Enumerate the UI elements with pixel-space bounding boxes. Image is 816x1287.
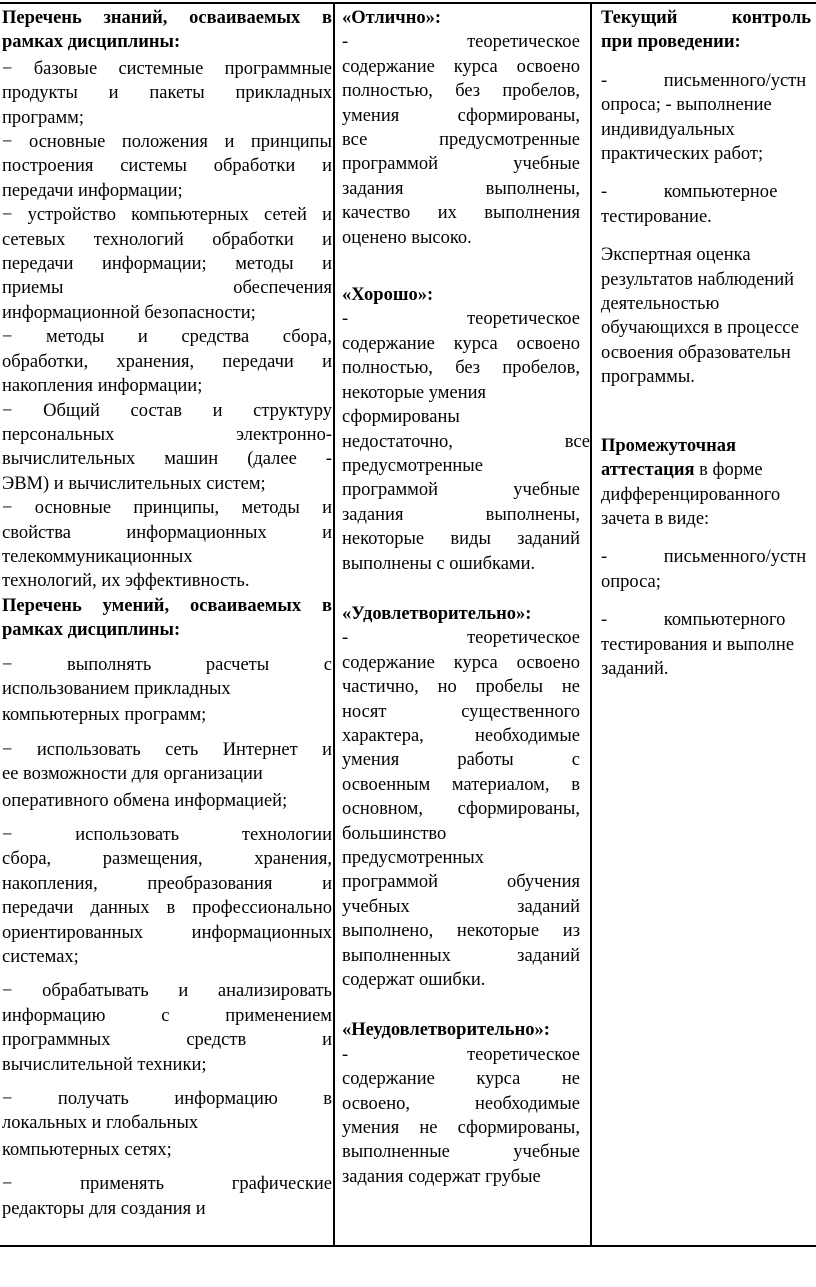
list-item: компьютерных программ; bbox=[2, 705, 207, 726]
criteria-line: некоторые виды заданий bbox=[342, 529, 580, 550]
list-item: построения системы обработки и bbox=[2, 156, 332, 177]
grade-heading-good: «Хорошо»: bbox=[342, 285, 434, 306]
list-item: − методы и средства сбора, bbox=[2, 327, 332, 348]
criteria-line: качество их выполнения bbox=[342, 203, 580, 224]
list-item: − использовать сеть Интернет и bbox=[2, 739, 332, 760]
list-item: ориентированных информационных bbox=[2, 922, 332, 943]
list-item: − выполнять расчеты с bbox=[2, 654, 332, 675]
criteria-line: содержание курса освоено bbox=[342, 56, 580, 77]
list-item: локальных и глобальных bbox=[2, 1113, 199, 1134]
criteria-line: - теоретическое bbox=[342, 1044, 580, 1065]
list-item: − базовые системные программные bbox=[2, 58, 332, 79]
criteria-line: задания содержат грубые bbox=[342, 1166, 541, 1187]
expert-assessment-text: освоения образовательн bbox=[601, 342, 791, 363]
list-item: - письменного/устн bbox=[601, 70, 807, 91]
current-control-heading: Текущий контроль bbox=[601, 8, 811, 28]
list-item: технологий, их эффективность. bbox=[2, 571, 250, 592]
criteria-line: умения работы с bbox=[342, 750, 580, 771]
skills-heading: Перечень умений, осваиваемых в bbox=[2, 595, 332, 616]
criteria-line: программой учебные bbox=[342, 154, 580, 175]
list-item: − обрабатывать и анализировать bbox=[2, 981, 332, 1002]
list-item: − применять графические bbox=[2, 1174, 332, 1195]
list-item: информационной безопасности; bbox=[2, 302, 256, 323]
list-item: обработки, хранения, передачи и bbox=[2, 351, 332, 372]
interim-attestation-line: дифференцированного bbox=[601, 484, 781, 505]
grade-heading-unsatisfactory: «Неудовлетворительно»: bbox=[342, 1020, 550, 1041]
expert-assessment-text: результатов наблюдений bbox=[601, 269, 795, 290]
knowledge-heading: рамках дисциплины: bbox=[2, 32, 181, 53]
interim-attestation-heading: Промежуточная bbox=[601, 435, 737, 456]
criteria-line: программой учебные bbox=[342, 480, 580, 501]
list-item: индивидуальных bbox=[601, 119, 735, 140]
list-item: − Общий состав и структуру bbox=[2, 400, 332, 421]
criteria-line: освоенным материалом, в bbox=[342, 774, 580, 795]
list-item: ее возможности для организации bbox=[2, 764, 263, 785]
criteria-line: основном, сформированы, bbox=[342, 799, 580, 820]
criteria-line: выполненных заданий bbox=[342, 945, 580, 966]
list-item: тестирования и выполне bbox=[601, 634, 795, 655]
list-item: − основные положения и принципы bbox=[2, 132, 332, 153]
list-item: вычислительных машин (далее - bbox=[2, 449, 332, 470]
list-item: программных средств и bbox=[2, 1030, 332, 1051]
column-grading-criteria bbox=[342, 6, 590, 1189]
criteria-line: содержание курса освоено bbox=[342, 333, 580, 354]
knowledge-heading: Перечень знаний, осваиваемых в bbox=[2, 8, 332, 28]
list-item: практических работ; bbox=[601, 144, 764, 165]
grade-heading-excellent: «Отлично»: bbox=[342, 8, 442, 28]
list-item: компьютерных сетях; bbox=[2, 1139, 172, 1160]
list-item: редакторы для создания и bbox=[2, 1198, 206, 1219]
expert-assessment-text: Экспертная оценка bbox=[601, 245, 751, 266]
criteria-line: сформированы bbox=[342, 407, 460, 428]
criteria-line: выполнено, некоторые из bbox=[342, 921, 580, 942]
expert-assessment-text: программы. bbox=[601, 367, 695, 388]
criteria-line: оценено высоко. bbox=[342, 227, 472, 248]
list-item: продукты и пакеты прикладных bbox=[2, 83, 332, 104]
grade-heading-satisfactory: «Удовлетворительно»: bbox=[342, 603, 532, 624]
list-item: − использовать технологии bbox=[2, 825, 332, 845]
criteria-line: некоторые умения bbox=[342, 382, 487, 403]
criteria-line: программой обучения bbox=[342, 872, 580, 893]
column-knowledge-skills bbox=[2, 6, 332, 1221]
criteria-line: частично, но пробелы не bbox=[342, 677, 580, 698]
criteria-line: - теоретическое bbox=[342, 628, 580, 649]
list-item: накопления, преобразования и bbox=[2, 873, 332, 894]
list-item: сетевых технологий обработки и bbox=[2, 229, 332, 250]
list-item: накопления информации; bbox=[2, 376, 203, 397]
criteria-line: полностью, без пробелов, bbox=[342, 81, 580, 102]
criteria-line: задания выполнены, bbox=[342, 178, 580, 199]
criteria-line: большинство bbox=[342, 823, 447, 844]
list-item: передачи информации; методы и bbox=[2, 254, 332, 275]
skills-heading: рамках дисциплины: bbox=[2, 620, 181, 641]
criteria-line: полностью, без пробелов, bbox=[342, 358, 580, 379]
column-divider-2 bbox=[590, 2, 592, 1246]
criteria-line: - теоретическое bbox=[342, 309, 580, 330]
criteria-line: предусмотренные bbox=[342, 455, 483, 476]
criteria-line: выполнены с ошибками. bbox=[342, 553, 536, 574]
criteria-line: предусмотренных bbox=[342, 848, 484, 868]
list-item: − основные принципы, методы и bbox=[2, 498, 332, 519]
column-divider-1 bbox=[333, 2, 335, 1246]
criteria-line: содержание курса не bbox=[342, 1069, 580, 1090]
list-item: сбора, размещения, хранения, bbox=[2, 849, 332, 870]
list-item: оперативного обмена информацией; bbox=[2, 790, 288, 811]
criteria-line: выполненные учебные bbox=[342, 1142, 580, 1163]
list-item: − получать информацию в bbox=[2, 1089, 332, 1110]
list-item: передачи данных в профессионально bbox=[2, 898, 332, 919]
expert-assessment-text: деятельностью bbox=[601, 294, 720, 315]
table-top-border bbox=[0, 2, 816, 4]
list-item: заданий. bbox=[601, 658, 669, 679]
criteria-line: учебных заданий bbox=[342, 896, 580, 917]
list-item: - письменного/устн bbox=[601, 547, 807, 568]
list-item: ЭВМ) и вычислительных систем; bbox=[2, 473, 266, 494]
criteria-line: все предусмотренные bbox=[342, 130, 580, 151]
list-item: передачи информации; bbox=[2, 180, 183, 201]
table-bottom-border bbox=[0, 1245, 816, 1247]
list-item: тестирование. bbox=[601, 206, 712, 227]
list-item: опроса; bbox=[601, 571, 661, 592]
list-item: информацию с применением bbox=[2, 1005, 332, 1026]
expert-assessment-text: обучающихся в процессе bbox=[601, 318, 799, 339]
current-control-heading: при проведении: bbox=[601, 32, 741, 53]
criteria-line: - теоретическое bbox=[342, 32, 580, 53]
list-item: − устройство компьютерных сетей и bbox=[2, 205, 332, 226]
list-item: опроса; - выполнение bbox=[601, 95, 772, 116]
criteria-line: задания выполнены, bbox=[342, 504, 580, 525]
criteria-line: умения не сформированы, bbox=[342, 1118, 580, 1139]
interim-attestation-line: зачета в виде: bbox=[601, 508, 710, 529]
criteria-line: умения сформированы, bbox=[342, 105, 580, 126]
list-item: телекоммуникационных bbox=[2, 546, 193, 567]
list-item: - компьютерного bbox=[601, 610, 786, 631]
column-assessment-forms bbox=[601, 6, 816, 681]
list-item: свойства информационных и bbox=[2, 522, 332, 543]
list-item: системах; bbox=[2, 947, 79, 968]
criteria-line: характера, необходимые bbox=[342, 725, 580, 746]
criteria-line: носят существенного bbox=[342, 701, 580, 722]
criteria-line: содержание курса освоено bbox=[342, 652, 580, 673]
list-item: программ; bbox=[2, 107, 85, 128]
list-item: приемы обеспечения bbox=[2, 278, 332, 299]
interim-attestation-line: аттестация в форме bbox=[601, 460, 763, 481]
list-item: вычислительной техники; bbox=[2, 1054, 207, 1075]
criteria-line: освоено, необходимые bbox=[342, 1093, 580, 1114]
list-item: использованием прикладных bbox=[2, 678, 231, 699]
list-item: персональных электронно- bbox=[2, 424, 332, 445]
criteria-line: содержат ошибки. bbox=[342, 970, 486, 991]
criteria-line: недостаточно, все bbox=[342, 431, 590, 452]
list-item: - компьютерное bbox=[601, 182, 778, 203]
